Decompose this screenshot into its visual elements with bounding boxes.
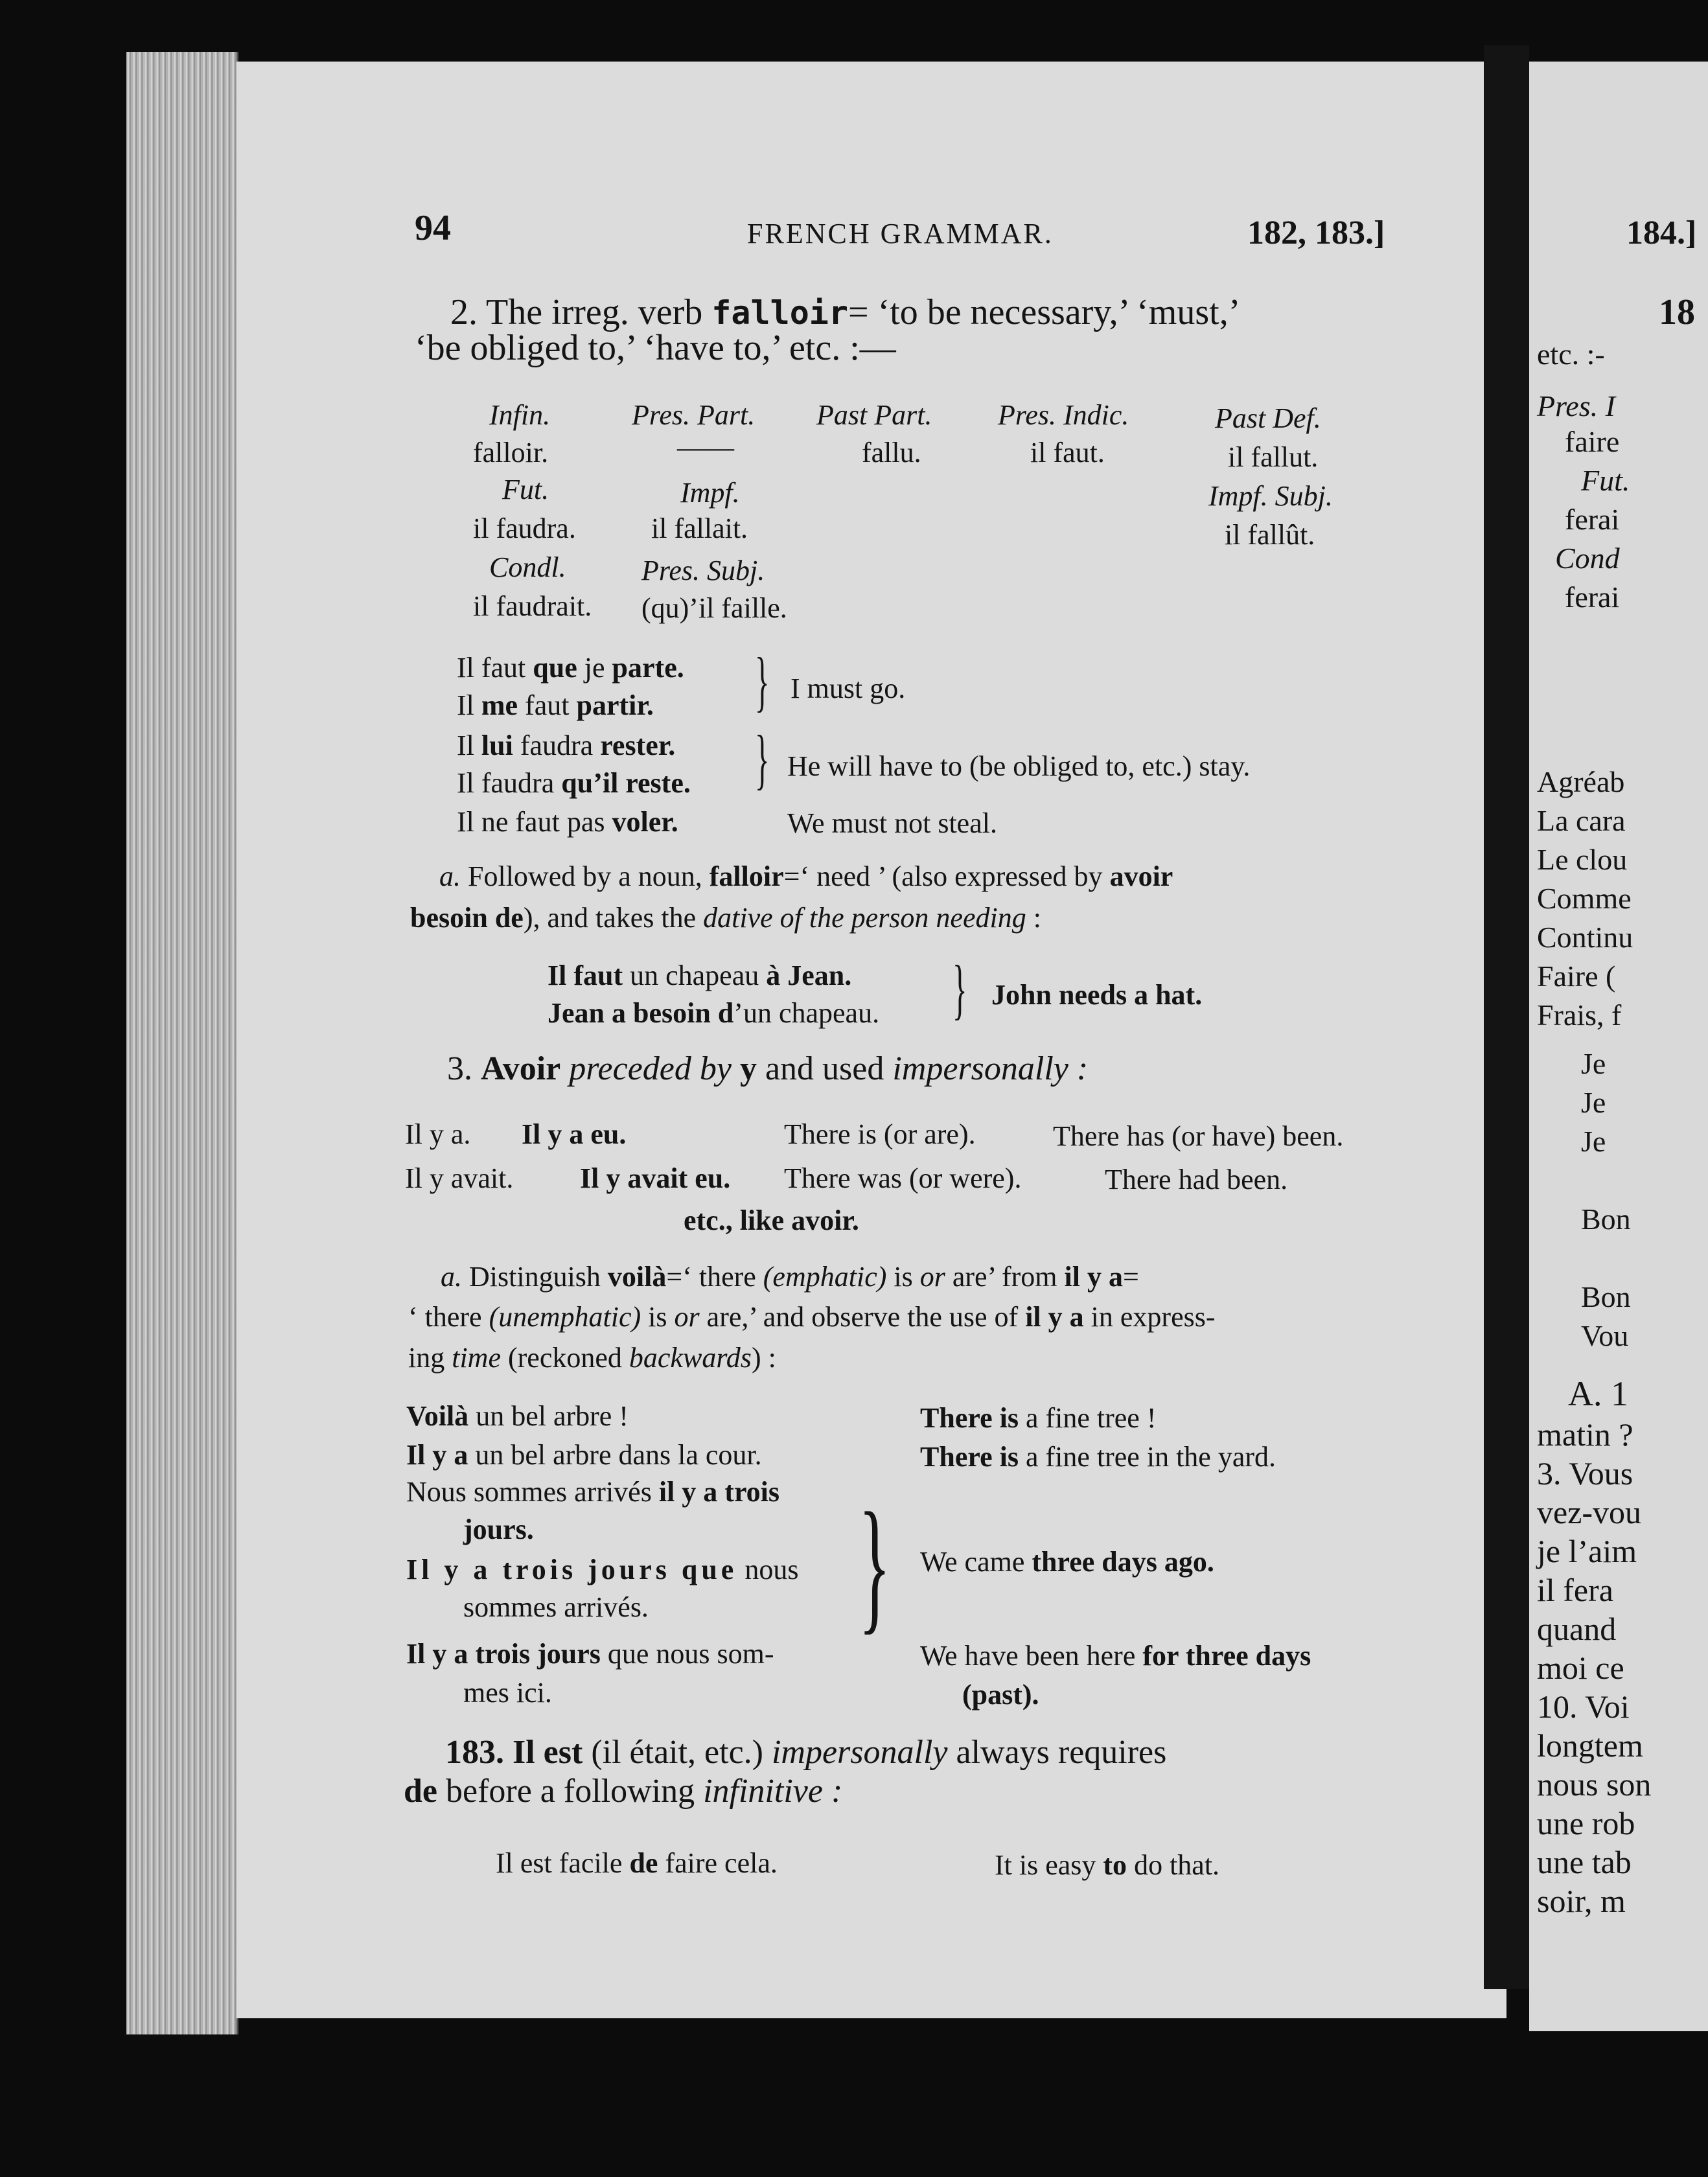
note-text: is: [648, 1301, 667, 1333]
heading-italic: impersonally: [771, 1734, 948, 1771]
voila-ex-5b: mes ici.: [463, 1677, 552, 1709]
section183-translation: [995, 1849, 1219, 1882]
ex-text: nous: [744, 1554, 799, 1585]
right-line: je l’aim: [1537, 1533, 1637, 1569]
note-a-line1: [439, 860, 1173, 893]
note-text: are’ from: [952, 1261, 1057, 1293]
note-a2-line1: [441, 1260, 1139, 1293]
de-word: de: [404, 1773, 437, 1810]
pres-subj-value: (qu)’il faille.: [641, 592, 787, 624]
example-5: [457, 805, 678, 838]
note-label: a.: [441, 1261, 462, 1293]
right-line: nous son: [1537, 1766, 1652, 1803]
avoir-r1-c3: There is (or are).: [784, 1118, 976, 1150]
note-bold: il y a: [1064, 1261, 1123, 1293]
right-line: ferai: [1565, 581, 1620, 614]
note-text: ing: [408, 1342, 445, 1374]
right-line: Comme: [1537, 882, 1632, 915]
note-a2-line2: [408, 1300, 1216, 1333]
ex-text: It is easy: [995, 1849, 1096, 1881]
pres-subj-label: Pres. Subj.: [641, 555, 765, 586]
right-page: [1529, 62, 1708, 2031]
past-part-label: Past Part.: [816, 399, 932, 431]
right-line: Pres. I: [1537, 389, 1615, 422]
note-a2-line3: [408, 1341, 776, 1374]
avoir-r1-c4: There has (or have) been.: [1053, 1120, 1344, 1152]
right-line: 10. Voi: [1537, 1688, 1630, 1725]
section-numbers: 182, 183.]: [1247, 214, 1385, 251]
heading-italic: preceded by: [569, 1050, 732, 1087]
right-line: matin ?: [1537, 1416, 1633, 1453]
note-italic: or: [674, 1301, 700, 1333]
avoir-r2-c2: Il y avait eu.: [580, 1162, 731, 1194]
example-3: [457, 729, 675, 762]
avoir-r1-c2: Il y a eu.: [522, 1118, 627, 1150]
left-page: [237, 62, 1506, 2018]
note-italic: backwards: [629, 1342, 752, 1374]
right-line: moi ce: [1537, 1650, 1624, 1686]
hat-translation: John needs a hat.: [991, 979, 1203, 1011]
voila-ex-3: [406, 1475, 779, 1508]
condl-value: il faudrait.: [473, 590, 592, 622]
note-text: Followed by a noun,: [468, 860, 702, 892]
ex-text: Il: [457, 689, 474, 721]
ex-bold: Il y a: [406, 1439, 468, 1471]
right-line: Fut.: [1581, 464, 1630, 497]
right-line: Cond: [1555, 542, 1620, 575]
pres-indic-label: Pres. Indic.: [998, 399, 1129, 431]
example-1: [457, 651, 684, 684]
right-line: Le clou: [1537, 843, 1628, 876]
book-gutter: [1484, 45, 1529, 1989]
heading-italic: infinitive :: [703, 1773, 843, 1810]
note-label: a.: [439, 860, 461, 892]
voila-ex-1-tr: [920, 1401, 1157, 1434]
right-line: vez-vou: [1537, 1494, 1642, 1530]
avoir-word: avoir.: [791, 1204, 859, 1236]
y-word: y: [739, 1050, 757, 1087]
ex-bold: il y a trois: [658, 1476, 780, 1508]
section2-intro-line2: ‘be obliged to,’ ‘have to,’ etc. :—: [415, 328, 896, 368]
note-italic: or: [919, 1261, 945, 1293]
voila-ex-5-tr-b: (past).: [962, 1679, 1039, 1710]
note-text: :: [1033, 902, 1041, 934]
condl-label: Condl.: [489, 551, 566, 583]
intro-text: The irreg. verb: [486, 292, 703, 332]
note-bold: besoin de: [410, 902, 524, 934]
infin-value: falloir.: [473, 437, 549, 468]
note-text: ) :: [751, 1342, 776, 1374]
brace-2: }: [755, 722, 770, 796]
note-italic: time: [452, 1342, 501, 1374]
ex-text: We came: [920, 1546, 1025, 1578]
voila-ex-5: [406, 1637, 774, 1670]
right-line: longtem: [1537, 1727, 1643, 1764]
avoir-r2-c3: There was (or were).: [784, 1162, 1022, 1194]
ex-text: We have been here: [920, 1640, 1136, 1672]
voila-ex-4b: sommes arrivés.: [463, 1591, 649, 1623]
right-line: etc. :-: [1537, 338, 1605, 371]
voila-ex-1: [406, 1400, 629, 1433]
hat-example-2: [548, 996, 879, 1030]
intro-meaning: = ‘to be necessary,’ ‘must,’: [848, 292, 1241, 332]
pres-part-value: ——: [677, 432, 734, 463]
translation-1: I must go.: [791, 673, 906, 704]
right-line: A. 1: [1568, 1374, 1628, 1413]
right-line: Je: [1581, 1125, 1606, 1158]
right-line: Je: [1581, 1086, 1606, 1119]
note-italic: (unemphatic): [489, 1301, 641, 1333]
page-number: 94: [415, 208, 451, 248]
example-4: [457, 766, 691, 800]
ex-bold: Il faut: [548, 960, 623, 991]
pres-part-label: Pres. Part.: [632, 399, 756, 431]
fut-value: il faudra.: [473, 513, 576, 544]
ex-bold: Il y a trois jours: [406, 1638, 601, 1670]
heading-text: (il était, etc.): [591, 1734, 763, 1771]
voila-ex-4: [406, 1553, 798, 1586]
heading-text: before a following: [446, 1773, 695, 1810]
note-bold: il y a: [1025, 1301, 1084, 1333]
ex-text: a fine tree in the yard.: [1025, 1441, 1276, 1473]
ex-bold: parte.: [612, 652, 684, 684]
avoir-r2-c1: Il y avait.: [405, 1162, 514, 1194]
ex-text: un bel arbre !: [476, 1400, 629, 1432]
ex-bold: à Jean.: [766, 960, 852, 991]
heading-italic: impersonally :: [892, 1050, 1089, 1087]
right-line: il fera: [1537, 1572, 1613, 1608]
right-page-header: 184.]: [1626, 214, 1697, 251]
ex-text: un chapeau: [630, 960, 759, 991]
avoir-word: Avoir: [481, 1050, 561, 1087]
right-line: Continu: [1537, 921, 1633, 954]
section3-number: 3.: [447, 1050, 472, 1087]
running-title: FRENCH GRAMMAR.: [747, 218, 1054, 249]
ex-bold: reste.: [625, 767, 691, 799]
ex-bold: de: [629, 1847, 658, 1879]
ex-bold: There is: [920, 1402, 1019, 1434]
ex-bold: to: [1103, 1849, 1127, 1881]
ex-text: faut: [525, 689, 570, 721]
right-line: ferai: [1565, 503, 1620, 536]
ex-bold: voler.: [612, 806, 678, 838]
ex-text: Il est facile: [496, 1847, 623, 1879]
ex-text: faire cela.: [665, 1847, 778, 1879]
ex-bold: Voilà: [406, 1400, 469, 1432]
right-line: quand: [1537, 1611, 1617, 1647]
impf-value: il fallait.: [651, 513, 748, 544]
translation-3: We must not steal.: [787, 807, 997, 839]
avoir-r1-c1: Il y a.: [405, 1118, 471, 1150]
verb-falloir: falloir: [711, 294, 848, 332]
impf-subj-value: il fallût.: [1225, 519, 1315, 551]
section3-heading: [447, 1050, 1088, 1088]
right-line: Frais, f: [1537, 998, 1622, 1031]
page-edges: [126, 52, 238, 2034]
right-line: La cara: [1537, 804, 1626, 837]
note-text: =: [1122, 1261, 1139, 1293]
ex-text: je: [584, 652, 605, 684]
note-text: =‘ there: [666, 1261, 756, 1293]
impf-label: Impf.: [680, 477, 740, 509]
voila-ex-5-tr: [920, 1639, 1311, 1672]
avoir-r3: [684, 1204, 859, 1237]
ex-bold: lui: [481, 730, 513, 761]
brace-1: }: [755, 644, 770, 719]
hat-example-1: [548, 959, 851, 992]
note-text: is: [894, 1261, 913, 1293]
ex-text: a fine tree !: [1025, 1402, 1157, 1434]
past-def-label: Past Def.: [1215, 402, 1321, 434]
etc-text: etc., like: [684, 1204, 785, 1236]
right-line: faire: [1565, 425, 1620, 458]
past-part-value: fallu.: [862, 437, 921, 468]
section183-example: [496, 1847, 778, 1880]
il-est: Il est: [513, 1734, 583, 1771]
ex-text: que nous som-: [607, 1638, 774, 1670]
section183-line1: [445, 1733, 1166, 1771]
right-line: 18: [1659, 292, 1695, 332]
brace-3: }: [952, 952, 967, 1026]
note-a-line2: [410, 901, 1041, 934]
ex-bold: Jean a besoin d: [548, 997, 734, 1029]
voila-ex-2-tr: [920, 1440, 1276, 1473]
brace-4: }: [859, 1482, 891, 1647]
right-line: Bon: [1581, 1280, 1631, 1313]
section2-number: 2.: [450, 292, 478, 332]
ex-bold: partir.: [576, 689, 654, 721]
avoir-r2-c4: There had been.: [1105, 1164, 1288, 1195]
pres-indic-value: il faut.: [1030, 437, 1105, 468]
ex-text: ’un chapeau.: [733, 997, 880, 1029]
ex-text: faudra: [520, 730, 594, 761]
ex-text: Il ne faut pas: [457, 806, 605, 838]
past-def-value: il fallut.: [1228, 441, 1319, 473]
right-line: une tab: [1537, 1844, 1632, 1880]
note-text: (reckoned: [508, 1342, 622, 1374]
heading-text: always requires: [956, 1734, 1167, 1771]
right-line: soir, m: [1537, 1883, 1626, 1919]
ex-bold: qu’il: [561, 767, 619, 799]
example-2: [457, 689, 654, 722]
note-bold: avoir: [1109, 860, 1173, 892]
ex-bold: que: [533, 652, 577, 684]
right-line: Je: [1581, 1047, 1606, 1080]
ex-text: un bel arbre dans la cour.: [475, 1439, 762, 1471]
note-text: in express-: [1091, 1301, 1216, 1333]
note-text: ‘ there: [408, 1301, 482, 1333]
ex-bold: There is: [920, 1441, 1019, 1473]
section183-number: 183.: [445, 1734, 504, 1771]
note-text: ), and takes the: [523, 902, 697, 934]
voila-ex-34-tr: [920, 1545, 1214, 1578]
fut-label: Fut.: [502, 474, 549, 505]
right-line: 3. Vous: [1537, 1455, 1633, 1492]
ex-text: do that.: [1134, 1849, 1220, 1881]
ex-bold: me: [481, 689, 518, 721]
right-line: une rob: [1537, 1805, 1635, 1841]
ex-bold: for three days: [1142, 1640, 1311, 1672]
note-bold: falloir: [709, 860, 784, 892]
ex-bold: Il y a trois jours que: [406, 1554, 738, 1585]
heading-text: and used: [765, 1050, 884, 1087]
right-line: Bon: [1581, 1203, 1631, 1236]
impf-subj-label: Impf. Subj.: [1208, 480, 1333, 512]
ex-bold: rester.: [600, 730, 676, 761]
note-text: Distinguish: [469, 1261, 601, 1293]
infin-label: Infin.: [489, 399, 551, 431]
right-line: Agréab: [1537, 765, 1625, 798]
section183-line2: [404, 1772, 842, 1810]
note-text: =‘ need ’ (also expressed by: [783, 860, 1103, 892]
voila-ex-2: [406, 1438, 762, 1471]
voila-ex-3b: jours.: [463, 1514, 534, 1545]
ex-bold: three days ago.: [1032, 1546, 1214, 1578]
translation-2: He will have to (be obliged to, etc.) stay.: [787, 750, 1251, 782]
right-line: Vou: [1581, 1319, 1629, 1352]
note-italic: dative of the person needing: [703, 902, 1026, 934]
note-bold: voilà: [607, 1261, 667, 1293]
ex-text: Il faut: [457, 652, 526, 684]
note-text: are,’ and observe the use of: [706, 1301, 1019, 1333]
right-line: Faire (: [1537, 960, 1616, 993]
ex-text: Il: [457, 730, 474, 761]
note-italic: (emphatic): [763, 1261, 887, 1293]
ex-text: Nous sommes arrivés: [406, 1476, 652, 1508]
ex-text: Il faudra: [457, 767, 555, 799]
